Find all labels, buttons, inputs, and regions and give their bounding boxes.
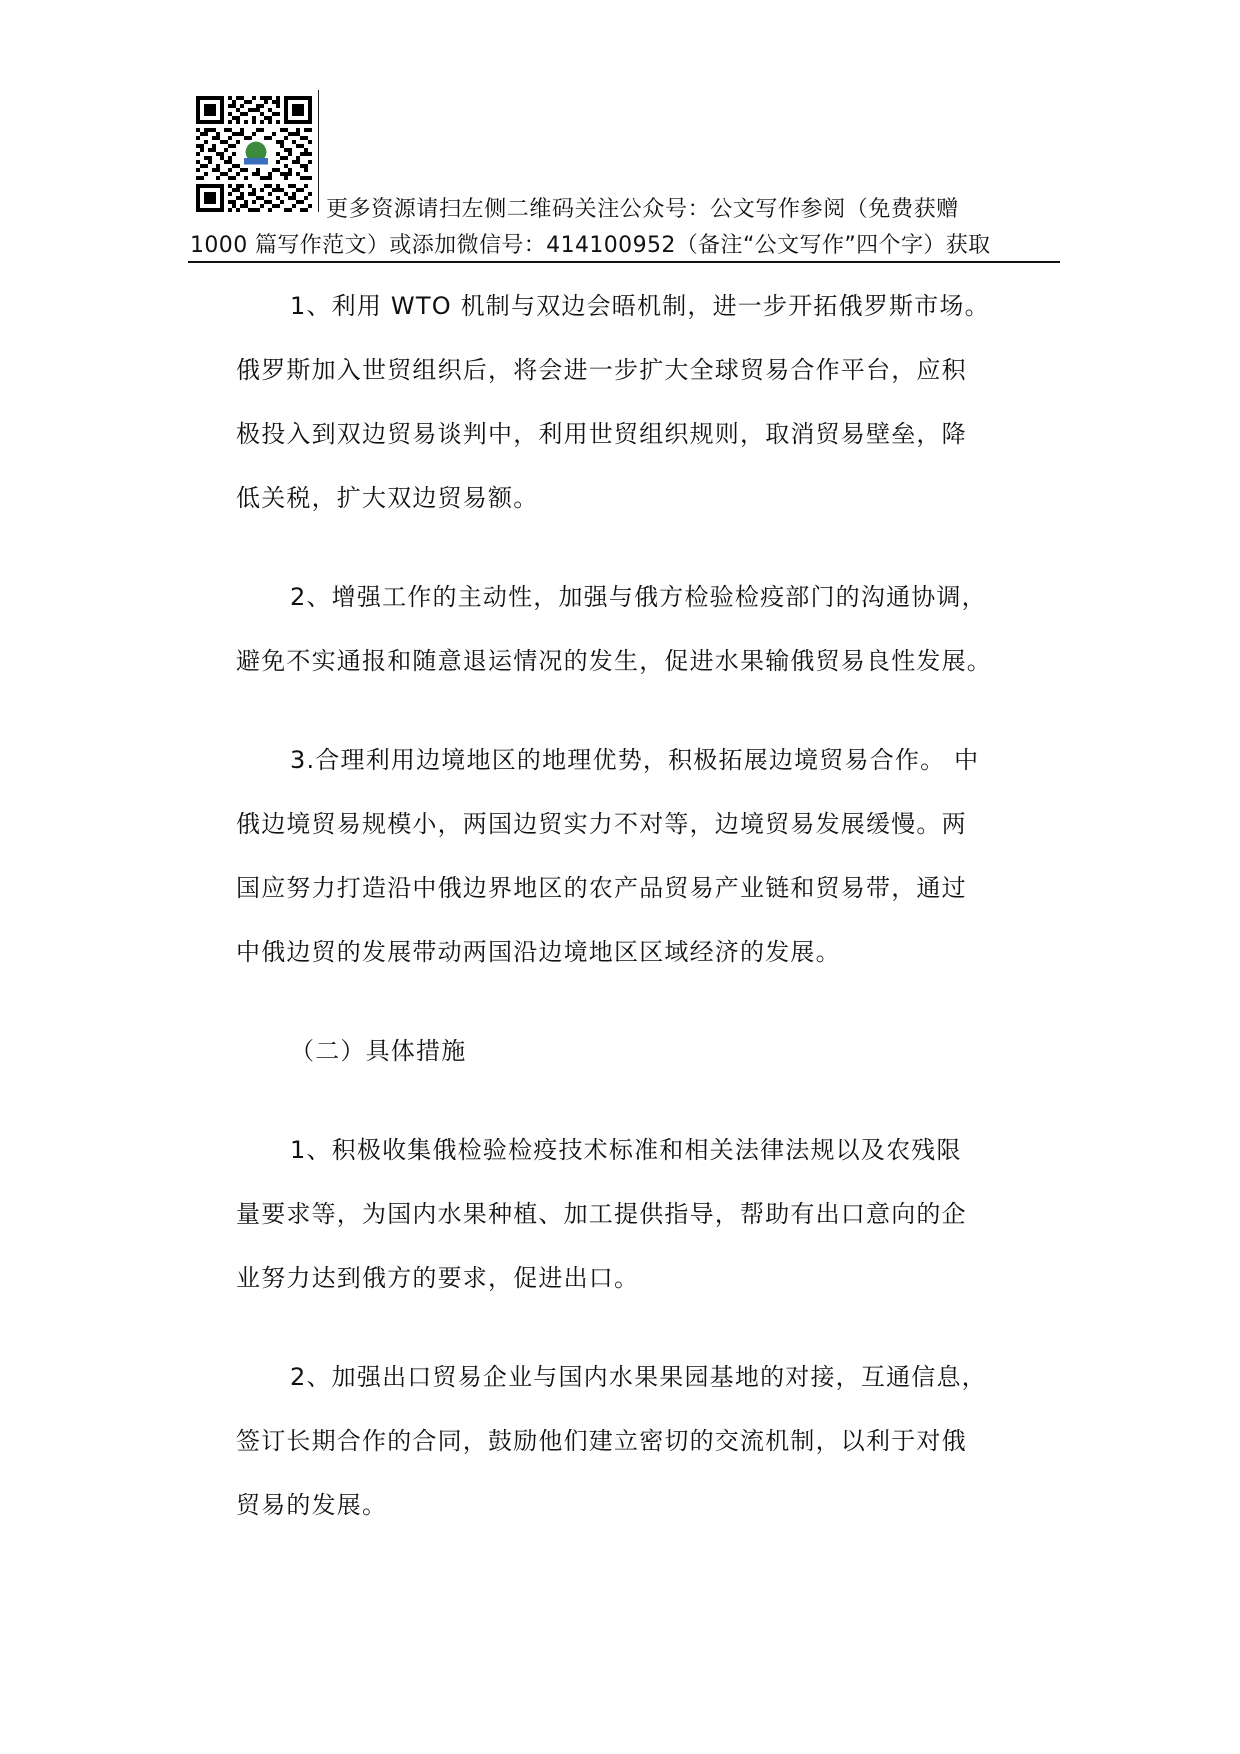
header-rule bbox=[188, 261, 1060, 263]
text-line: 国应努力打造沿中俄边界地区的农产品贸易产业链和贸易带，通过 bbox=[236, 874, 967, 902]
header-divider bbox=[318, 90, 319, 212]
qr-code bbox=[196, 96, 312, 212]
text-line: 1、积极收集俄检验检疫技术标准和相关法律法规以及农残限 bbox=[290, 1136, 962, 1164]
section-heading: （二）具体措施 bbox=[290, 1037, 467, 1065]
header-notice-line1: 更多资源请扫左侧二维码关注公众号：公文写作参阅（免费获赠 bbox=[326, 197, 959, 222]
text-line: 1、利用 WTO 机制与双边会晤机制，进一步开拓俄罗斯市场。 bbox=[290, 292, 990, 320]
text-line: 避免不实通报和随意退运情况的发生，促进水果输俄贸易良性发展。 bbox=[236, 647, 992, 675]
text-line: 2、增强工作的主动性，加强与俄方检验检疫部门的沟通协调， bbox=[290, 583, 987, 611]
text-line: 极投入到双边贸易谈判中，利用世贸组织规则，取消贸易壁垒，降 bbox=[236, 420, 967, 448]
text-line: 中俄边贸的发展带动两国沿边境地区区域经济的发展。 bbox=[236, 938, 841, 966]
text-line: 签订长期合作的合同，鼓励他们建立密切的交流机制，以利于对俄 bbox=[236, 1427, 967, 1455]
header-notice-line2: 1000 篇写作范文）或添加微信号：414100952（备注“公文写作”四个字）获取 bbox=[190, 233, 991, 258]
text-line: 俄边境贸易规模小，两国边贸实力不对等，边境贸易发展缓慢。两 bbox=[236, 810, 967, 838]
text-line: 俄罗斯加入世贸组织后，将会进一步扩大全球贸易合作平台，应积 bbox=[236, 356, 967, 384]
text-line: 量要求等，为国内水果种植、加工提供指导，帮助有出口意向的企 bbox=[236, 1200, 967, 1228]
text-line: 贸易的发展。 bbox=[236, 1491, 388, 1519]
text-line: 2、加强出口贸易企业与国内水果果园基地的对接，互通信息， bbox=[290, 1363, 987, 1391]
text-line: 低关税，扩大双边贸易额。 bbox=[236, 484, 539, 512]
text-line: 业努力达到俄方的要求，促进出口。 bbox=[236, 1264, 640, 1292]
text-line: 3.合理利用边境地区的地理优势，积极拓展边境贸易合作。 中 bbox=[290, 746, 980, 774]
